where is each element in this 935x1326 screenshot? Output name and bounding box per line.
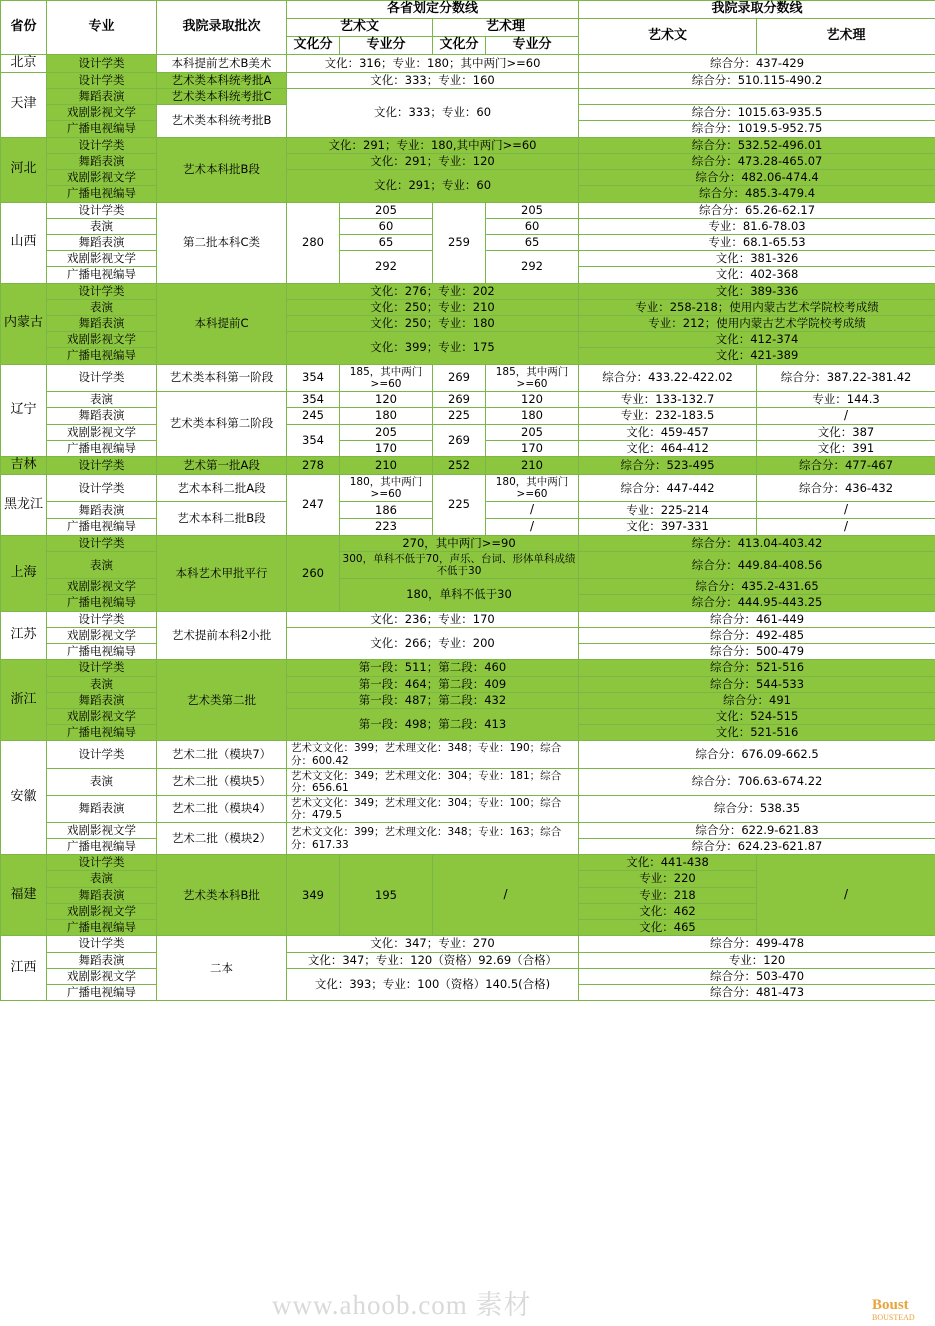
- province-line-cell: 文化：333；专业：60: [287, 88, 579, 137]
- province-major-wen: 210: [340, 457, 433, 475]
- province-culture-wen: 247: [287, 475, 340, 536]
- our-line-li: /: [757, 408, 935, 425]
- our-line-cell: 综合分：510.115-490.2: [579, 72, 935, 88]
- province-line-cell: 第一段：464；第二段：409: [287, 676, 579, 692]
- province-culture-wen: 354: [287, 391, 340, 407]
- batch-cell: 艺术提前本科2小批: [157, 611, 287, 660]
- batch-cell: 本科艺术甲批平行: [157, 535, 287, 611]
- header-our-art-wen: 艺术文: [579, 18, 757, 54]
- major-cell: 广播电视编导: [47, 839, 157, 855]
- province-line-cell: 文化：266；专业：200: [287, 627, 579, 659]
- table-row: [1, 611, 935, 627]
- major-cell: 表演: [47, 299, 157, 315]
- table-row: [1, 457, 935, 475]
- province-major-li: 170: [486, 441, 579, 457]
- table-row: [1, 299, 935, 315]
- province-major-li: 205: [486, 202, 579, 218]
- province-cell: 浙江: [1, 660, 47, 741]
- major-cell: 广播电视编导: [47, 267, 157, 283]
- header-art-wen: 艺术文: [287, 18, 433, 36]
- province-line-cell: 文化：347；专业：270: [287, 936, 579, 952]
- batch-cell: 艺术第一批A段: [157, 457, 287, 475]
- major-cell: 设计学类: [47, 660, 157, 676]
- province-major-line: 270，其中两门>=90: [340, 535, 579, 551]
- province-cell: 江苏: [1, 611, 47, 660]
- our-line-cell: 文化：524-515: [579, 709, 935, 725]
- major-cell: 戏剧影视文学: [47, 105, 157, 121]
- our-line-wen: 综合分：433.22-422.02: [579, 364, 757, 391]
- our-line-cell: 综合分：492-485: [579, 627, 935, 643]
- batch-cell: 艺术二批（模块2）: [157, 822, 287, 854]
- province-line-cell: 第一段：511；第二段：460: [287, 660, 579, 676]
- table-row: [1, 202, 935, 218]
- our-line-wen: 文化：397-331: [579, 519, 757, 536]
- batch-cell: 本科提前C: [157, 283, 287, 364]
- table-row: [1, 768, 935, 795]
- province-line-cell: 艺术文文化：399；艺术理文化：348；专业：163；综合分：617.33: [287, 822, 579, 854]
- province-major-li: 60: [486, 218, 579, 234]
- province-line-cell: 艺术文文化：399；艺术理文化：348；专业：190；综合分：600.42: [287, 741, 579, 768]
- our-line-cell: 专业：120: [579, 952, 935, 968]
- province-line-cell: 文化：393；专业：100（资格）140.5(合格): [287, 968, 579, 1000]
- major-cell: 设计学类: [47, 936, 157, 952]
- our-line-cell: 文化：389-336: [579, 283, 935, 299]
- our-line-li: 文化：391: [757, 441, 935, 457]
- our-line-cell: 综合分：503-470: [579, 968, 935, 984]
- our-line-cell: 专业：68.1-65.53: [579, 234, 935, 250]
- our-line-cell: 文化：402-368: [579, 267, 935, 283]
- major-cell: 舞蹈表演: [47, 692, 157, 708]
- province-culture-li: 259: [433, 202, 486, 283]
- our-line-cell: 综合分：1019.5-952.75: [579, 121, 935, 137]
- major-cell: 广播电视编导: [47, 595, 157, 611]
- province-cell: 河北: [1, 137, 47, 202]
- major-cell: 舞蹈表演: [47, 795, 157, 822]
- province-culture-li: 269: [433, 424, 486, 456]
- our-line-wen: 文化：441-438: [579, 855, 757, 871]
- our-line-wen: 文化：459-457: [579, 424, 757, 440]
- our-line-wen: 文化：464-412: [579, 441, 757, 457]
- header-province-line-group: 各省划定分数线: [287, 1, 579, 19]
- our-line-cell: 综合分：435.2-431.65: [579, 579, 935, 595]
- our-line-li: /: [757, 502, 935, 519]
- our-line-cell: 综合分：676.09-662.5: [579, 741, 935, 768]
- province-major-wen: 195: [340, 855, 433, 936]
- major-cell: 舞蹈表演: [47, 502, 157, 519]
- major-cell: 表演: [47, 768, 157, 795]
- table-row: [1, 535, 935, 551]
- province-major-wen: 205: [340, 424, 433, 440]
- province-culture: 349: [287, 855, 340, 936]
- table-row: [1, 332, 935, 348]
- watermark-text: www.ahoob.com 素材: [272, 1290, 532, 1320]
- province-major-wen: 180，其中两门>=60: [340, 475, 433, 502]
- our-line-cell: 综合分：485.3-479.4: [579, 186, 935, 202]
- province-culture-wen: 280: [287, 202, 340, 283]
- major-cell: 舞蹈表演: [47, 316, 157, 332]
- province-cell: 吉林: [1, 457, 47, 475]
- our-line-cell: 综合分：706.63-674.22: [579, 768, 935, 795]
- province-line-cell: 文化：399；专业：175: [287, 332, 579, 364]
- province-line-cell: 文化：291；专业：60: [287, 170, 579, 202]
- our-line-cell: 综合分：449.84-408.56: [579, 552, 935, 579]
- major-cell: 广播电视编导: [47, 441, 157, 457]
- major-cell: 舞蹈表演: [47, 88, 157, 104]
- our-line-cell: 专业：212；使用内蒙古艺术学院校考成绩: [579, 316, 935, 332]
- province-major-wen: 223: [340, 519, 433, 536]
- our-line-li: 综合分：387.22-381.42: [757, 364, 935, 391]
- our-line-li: 综合分：477-467: [757, 457, 935, 475]
- province-culture-wen: 245: [287, 408, 340, 425]
- major-cell: 表演: [47, 391, 157, 407]
- our-line-cell: 专业：81.6-78.03: [579, 218, 935, 234]
- province-line-cell: 文化：276；专业：202: [287, 283, 579, 299]
- province-major-li: /: [486, 519, 579, 536]
- our-line-cell: 综合分：437-429: [579, 54, 935, 72]
- batch-cell: 艺术二批（模块4）: [157, 795, 287, 822]
- header-culture-li: 文化分: [433, 36, 486, 54]
- major-cell: 戏剧影视文学: [47, 822, 157, 838]
- batch-cell: 艺术类本科统考批A: [157, 72, 287, 88]
- major-cell: 戏剧影视文学: [47, 627, 157, 643]
- major-cell: 广播电视编导: [47, 920, 157, 936]
- table-row: [1, 822, 935, 838]
- batch-cell: 艺术本科批B段: [157, 137, 287, 202]
- our-line-wen: 专业：133-132.7: [579, 391, 757, 407]
- province-line-cell: 文化：250；专业：180: [287, 316, 579, 332]
- header-batch: 我院录取批次: [157, 1, 287, 55]
- our-line-cell: 综合分：544-533: [579, 676, 935, 692]
- province-line-cell: 文化：333；专业：160: [287, 72, 579, 88]
- province-line-cell: 第一段：487；第二段：432: [287, 692, 579, 708]
- batch-cell: 艺术类本科统考批C: [157, 88, 287, 104]
- province-line-cell: 艺术文文化：349；艺术理文化：304；专业：100；综合分：479.5: [287, 795, 579, 822]
- major-cell: 戏剧影视文学: [47, 709, 157, 725]
- table-row: [1, 968, 935, 984]
- province-major-li: 65: [486, 234, 579, 250]
- province-major-wen: 120: [340, 391, 433, 407]
- province-cell: 福建: [1, 855, 47, 936]
- province-cell: 辽宁: [1, 364, 47, 457]
- batch-cell: 艺术类本科B批: [157, 855, 287, 936]
- province-cell: 山西: [1, 202, 47, 283]
- major-cell: 戏剧影视文学: [47, 170, 157, 186]
- table-row: [1, 54, 935, 72]
- province-major-li: 292: [486, 251, 579, 283]
- table-row: [1, 741, 935, 768]
- table-row: [1, 424, 935, 440]
- our-line-cell: 综合分：473.28-465.07: [579, 153, 935, 169]
- table-row: [1, 676, 935, 692]
- batch-cell: 本科提前艺术B美术: [157, 54, 287, 72]
- province-major-line: 300，单科不低于70，声乐、台词、形体单科成绩不低于30: [340, 552, 579, 579]
- our-line-cell: 综合分：532.52-496.01: [579, 137, 935, 153]
- our-line-cell: 综合分：481-473: [579, 985, 935, 1001]
- province-culture-wen: 354: [287, 424, 340, 456]
- province-culture-wen: 278: [287, 457, 340, 475]
- our-line-cell: 综合分：499-478: [579, 936, 935, 952]
- header-art-li: 艺术理: [433, 18, 579, 36]
- major-cell: 广播电视编导: [47, 121, 157, 137]
- our-line-cell: 文化：381-326: [579, 251, 935, 267]
- table-row: [1, 579, 935, 595]
- our-line-wen: 专业：218: [579, 887, 757, 903]
- table-row: [1, 391, 935, 407]
- our-line-wen: 综合分：523-495: [579, 457, 757, 475]
- major-cell: 戏剧影视文学: [47, 251, 157, 267]
- our-line-li: /: [757, 519, 935, 536]
- major-cell: 表演: [47, 218, 157, 234]
- major-cell: 戏剧影视文学: [47, 903, 157, 919]
- major-cell: 戏剧影视文学: [47, 424, 157, 440]
- province-cell: 黑龙江: [1, 475, 47, 536]
- table-row: [1, 709, 935, 725]
- province-cell: 天津: [1, 72, 47, 137]
- major-cell: 广播电视编导: [47, 186, 157, 202]
- major-cell: 设计学类: [47, 475, 157, 502]
- our-line-wen: 专业：225-214: [579, 502, 757, 519]
- our-line-wen: 文化：462: [579, 903, 757, 919]
- province-line-cell: 第一段：498；第二段：413: [287, 709, 579, 741]
- our-line-cell: 综合分：461-449: [579, 611, 935, 627]
- our-line-cell: 综合分：624.23-621.87: [579, 839, 935, 855]
- our-line-cell: 文化：521-516: [579, 725, 935, 741]
- province-culture-li: 269: [433, 364, 486, 391]
- our-line-cell: 综合分：1015.63-935.5: [579, 105, 935, 121]
- province-major-wen: 170: [340, 441, 433, 457]
- major-cell: 设计学类: [47, 283, 157, 299]
- major-cell: 设计学类: [47, 202, 157, 218]
- header-province: 省份: [1, 1, 47, 55]
- major-cell: 戏剧影视文学: [47, 579, 157, 595]
- table-row: [1, 627, 935, 643]
- province-line-cell: 文化：236；专业：170: [287, 611, 579, 627]
- header-major-li: 专业分: [486, 36, 579, 54]
- major-cell: 表演: [47, 871, 157, 887]
- province-culture-wen: 354: [287, 364, 340, 391]
- province-major-li: 210: [486, 457, 579, 475]
- province-major-wen: 180: [340, 408, 433, 425]
- major-cell: 广播电视编导: [47, 348, 157, 364]
- province-major-li: 185，其中两门>=60: [486, 364, 579, 391]
- watermark-logo: Boust: [872, 1297, 909, 1313]
- province-cell: 内蒙古: [1, 283, 47, 364]
- batch-cell: 艺术类本科第一阶段: [157, 364, 287, 391]
- batch-cell: 艺术二批（模块7）: [157, 741, 287, 768]
- major-cell: 舞蹈表演: [47, 234, 157, 250]
- province-cell: 江西: [1, 936, 47, 1001]
- table-row: [1, 88, 935, 104]
- province-line-cell: 文化：250；专业：210: [287, 299, 579, 315]
- our-line-cell: 综合分：65.26-62.17: [579, 202, 935, 218]
- our-line-wen: 文化：465: [579, 920, 757, 936]
- major-cell: 表演: [47, 676, 157, 692]
- major-cell: 戏剧影视文学: [47, 968, 157, 984]
- major-cell: 设计学类: [47, 54, 157, 72]
- table-row: [1, 137, 935, 153]
- major-cell: 设计学类: [47, 741, 157, 768]
- our-line-li: 专业：144.3: [757, 391, 935, 407]
- major-cell: 广播电视编导: [47, 519, 157, 536]
- batch-cell: 艺术类本科第二阶段: [157, 391, 287, 456]
- major-cell: 舞蹈表演: [47, 153, 157, 169]
- province-culture: 260: [287, 535, 340, 611]
- major-cell: 设计学类: [47, 137, 157, 153]
- header-our-art-li: 艺术理: [757, 18, 935, 54]
- our-line-wen: 专业：232-183.5: [579, 408, 757, 425]
- major-cell: 舞蹈表演: [47, 887, 157, 903]
- batch-cell: 艺术本科二批B段: [157, 502, 287, 536]
- batch-cell: 艺术二批（模块5）: [157, 768, 287, 795]
- our-line-wen: 综合分：447-442: [579, 475, 757, 502]
- major-cell: 设计学类: [47, 457, 157, 475]
- province-major-li: 120: [486, 391, 579, 407]
- our-line-li: 文化：387: [757, 424, 935, 440]
- province-line-cell: 文化：291；专业：120: [287, 153, 579, 169]
- batch-cell: 艺术类第二批: [157, 660, 287, 741]
- watermark-logo-sub: BOUSTEAD: [872, 1313, 915, 1322]
- province-line-cell: 文化：316；专业：180；其中两门>=60: [287, 54, 579, 72]
- our-line-cell: 综合分：413.04-403.42: [579, 535, 935, 551]
- province-major-li: 205: [486, 424, 579, 440]
- major-cell: 舞蹈表演: [47, 408, 157, 425]
- table-row: [1, 660, 935, 676]
- province-culture-li: 225: [433, 408, 486, 425]
- header-our-line-group: 我院录取分数线: [579, 1, 935, 19]
- province-culture-li: 225: [433, 475, 486, 536]
- province-major-wen: 65: [340, 234, 433, 250]
- our-line-cell: 综合分：482.06-474.4: [579, 170, 935, 186]
- province-major-wen: 185，其中两门>=60: [340, 364, 433, 391]
- major-cell: 表演: [47, 552, 157, 579]
- province-line-cell: 艺术文文化：349；艺术理文化：304；专业：181；综合分：656.61: [287, 768, 579, 795]
- province-culture-li: 269: [433, 391, 486, 407]
- our-line-wen: 专业：220: [579, 871, 757, 887]
- table-row: [1, 936, 935, 952]
- our-line-cell: 综合分：622.9-621.83: [579, 822, 935, 838]
- table-row: [1, 72, 935, 88]
- our-line-li: 综合分：436-432: [757, 475, 935, 502]
- table-row: [1, 855, 935, 871]
- header-major: 专业: [47, 1, 157, 55]
- province-major-li: 180，其中两门>=60: [486, 475, 579, 502]
- our-line-cell: 文化：412-374: [579, 332, 935, 348]
- our-line-cell: [579, 88, 935, 104]
- major-cell: 设计学类: [47, 611, 157, 627]
- province-major-wen: 205: [340, 202, 433, 218]
- major-cell: 广播电视编导: [47, 725, 157, 741]
- our-line-cell: 文化：421-389: [579, 348, 935, 364]
- province-major-li: 180: [486, 408, 579, 425]
- table-row: [1, 153, 935, 169]
- province-major-wen: 292: [340, 251, 433, 283]
- batch-cell: 二本: [157, 936, 287, 1001]
- our-line-cell: 专业：258-218；使用内蒙古艺术学院校考成绩: [579, 299, 935, 315]
- province-major-wen: 60: [340, 218, 433, 234]
- province-major-li: /: [486, 502, 579, 519]
- table-row: [1, 316, 935, 332]
- province-line-cell: 文化：291；专业：180,其中两门>=60: [287, 137, 579, 153]
- province-cell: 北京: [1, 54, 47, 72]
- major-cell: 舞蹈表演: [47, 952, 157, 968]
- table-header-row-1: [1, 1, 935, 19]
- province-major-li: /: [433, 855, 579, 936]
- our-line-cell: 综合分：521-516: [579, 660, 935, 676]
- table-row: [1, 795, 935, 822]
- table-row: [1, 283, 935, 299]
- table-row: [1, 364, 935, 391]
- province-culture-li: 252: [433, 457, 486, 475]
- province-cell: 安徽: [1, 741, 47, 855]
- our-line-cell: 综合分：491: [579, 692, 935, 708]
- batch-cell: 艺术类本科统考批B: [157, 105, 287, 137]
- province-line-cell: 文化：347；专业：120（资格）92.69（合格）: [287, 952, 579, 968]
- major-cell: 设计学类: [47, 855, 157, 871]
- major-cell: 设计学类: [47, 364, 157, 391]
- table-row: [1, 952, 935, 968]
- batch-cell: 艺术本科二批A段: [157, 475, 287, 502]
- major-cell: 设计学类: [47, 72, 157, 88]
- table-row: [1, 552, 935, 579]
- province-cell: 上海: [1, 535, 47, 611]
- our-line-cell: 综合分：444.95-443.25: [579, 595, 935, 611]
- province-major-wen: 186: [340, 502, 433, 519]
- major-cell: 广播电视编导: [47, 985, 157, 1001]
- batch-cell: 第二批本科C类: [157, 202, 287, 283]
- our-line-li: /: [757, 855, 935, 936]
- header-major-wen: 专业分: [340, 36, 433, 54]
- major-cell: 广播电视编导: [47, 644, 157, 660]
- table-row: [1, 475, 935, 502]
- major-cell: 戏剧影视文学: [47, 332, 157, 348]
- table-row: [1, 170, 935, 186]
- table-row: [1, 408, 935, 425]
- our-line-cell: 综合分：538.35: [579, 795, 935, 822]
- major-cell: 设计学类: [47, 535, 157, 551]
- table-row: [1, 692, 935, 708]
- our-line-cell: 综合分：500-479: [579, 644, 935, 660]
- header-culture-wen: 文化分: [287, 36, 340, 54]
- province-major-line: 180，单科不低于30: [340, 579, 579, 611]
